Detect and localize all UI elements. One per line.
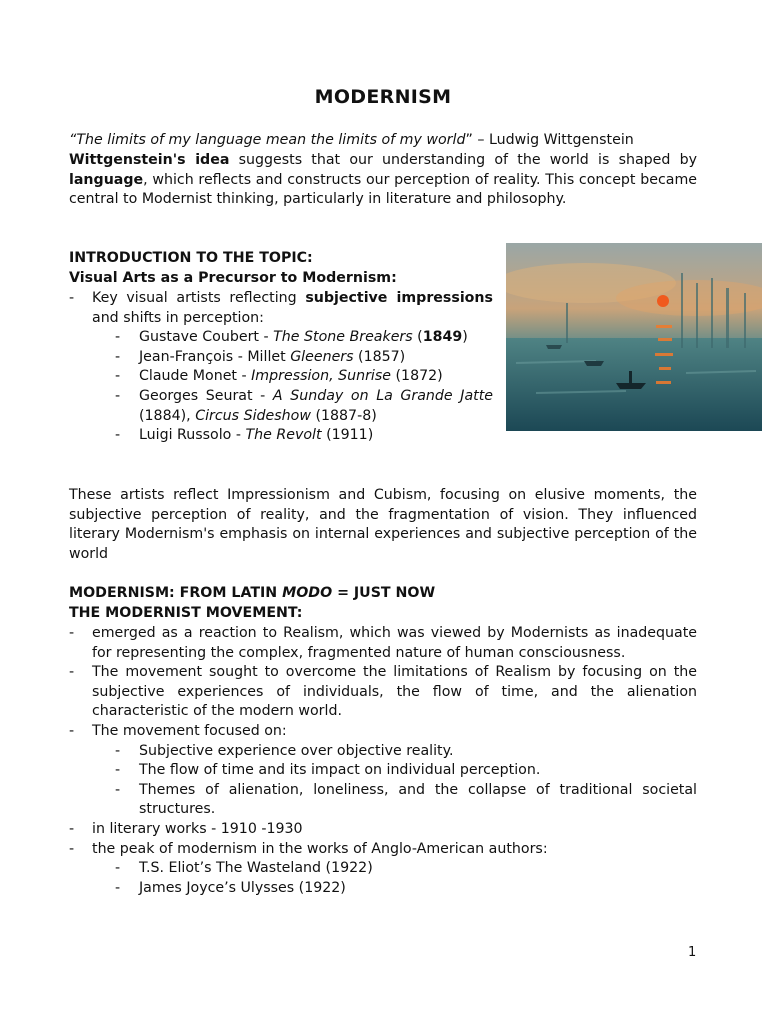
quote-line: “The limits of my language mean the limits of my world” – Ludwig Wittgenstein <box>69 132 634 148</box>
list-item: - Jean-François - Millet Gleeners (1857) <box>69 348 493 368</box>
movement-list <box>69 624 697 898</box>
list-item: - the peak of modernism in the works of Anglo-American authors: <box>69 840 697 860</box>
quote-author: – Ludwig Wittgenstein <box>472 132 634 148</box>
list-item: - The movement focused on: <box>69 722 697 742</box>
list-item: - Themes of alienation, loneliness, and the collapse of traditional societal structures. <box>69 781 697 820</box>
intro-paragraph: Wittgenstein's idea suggests that our understanding of the world is shaped by language, which reflects and constructs our perception of reality. This concept became central to Modernist thinking, particularly in literature and philosophy. <box>69 152 697 208</box>
list-item: - Subjective experience over objective reality. <box>69 742 697 762</box>
list-item: - The flow of time and its impact on individual perception. <box>69 761 697 781</box>
list-item: - Gustave Coubert - The Stone Breakers (1849) <box>69 328 493 348</box>
list-item: - Georges Seurat - A Sunday on La Grande Jatte (1884), Circus Sideshow (1887-8) <box>69 387 493 426</box>
list-item: - emerged as a reaction to Realism, which was viewed by Modernists as inadequate for representing the complex, fragmented nature of human consciousness. <box>69 624 697 663</box>
page-number: 1 <box>688 945 697 960</box>
summary-paragraph: These artists reflect Impressionism and Cubism, focusing on elusive moments, the subjective perception of reality, and the fragmentation of vision. They influenced literary Modernism's emphasis on internal experiences and subjective perception of the world <box>69 487 697 562</box>
movement-subheading: THE MODERNIST MOVEMENT: <box>69 605 303 621</box>
list-item: - Claude Monet - Impression, Sunrise (1872) <box>69 367 493 387</box>
list-item: - The movement sought to overcome the limitations of Realism by focusing on the subjective experiences of individuals, the flow of time, and the alienation characteristic of the modern world. <box>69 663 697 722</box>
list-item: - T.S. Eliot’s The Wasteland (1922) <box>69 859 697 879</box>
list-item: - in literary works - 1910 -1930 <box>69 820 697 840</box>
artists-list <box>69 289 493 446</box>
movement-heading: MODERNISM: FROM LATIN MODO = JUST NOW <box>69 585 436 601</box>
impression-sunrise-painting-icon <box>506 243 762 431</box>
quote-text: “The limits of my language mean the limits of my world <box>69 132 466 148</box>
page-title: MODERNISM <box>314 86 452 108</box>
topic-heading: INTRODUCTION TO THE TOPIC: <box>69 250 313 266</box>
list-item: - Key visual artists reflecting subjective impressions and shifts in perception: <box>69 289 493 328</box>
list-item: - Luigi Russolo - The Revolt (1911) <box>69 426 493 446</box>
list-item: - James Joyce’s Ulysses (1922) <box>69 879 697 899</box>
topic-subheading: Visual Arts as a Precursor to Modernism: <box>69 270 397 286</box>
